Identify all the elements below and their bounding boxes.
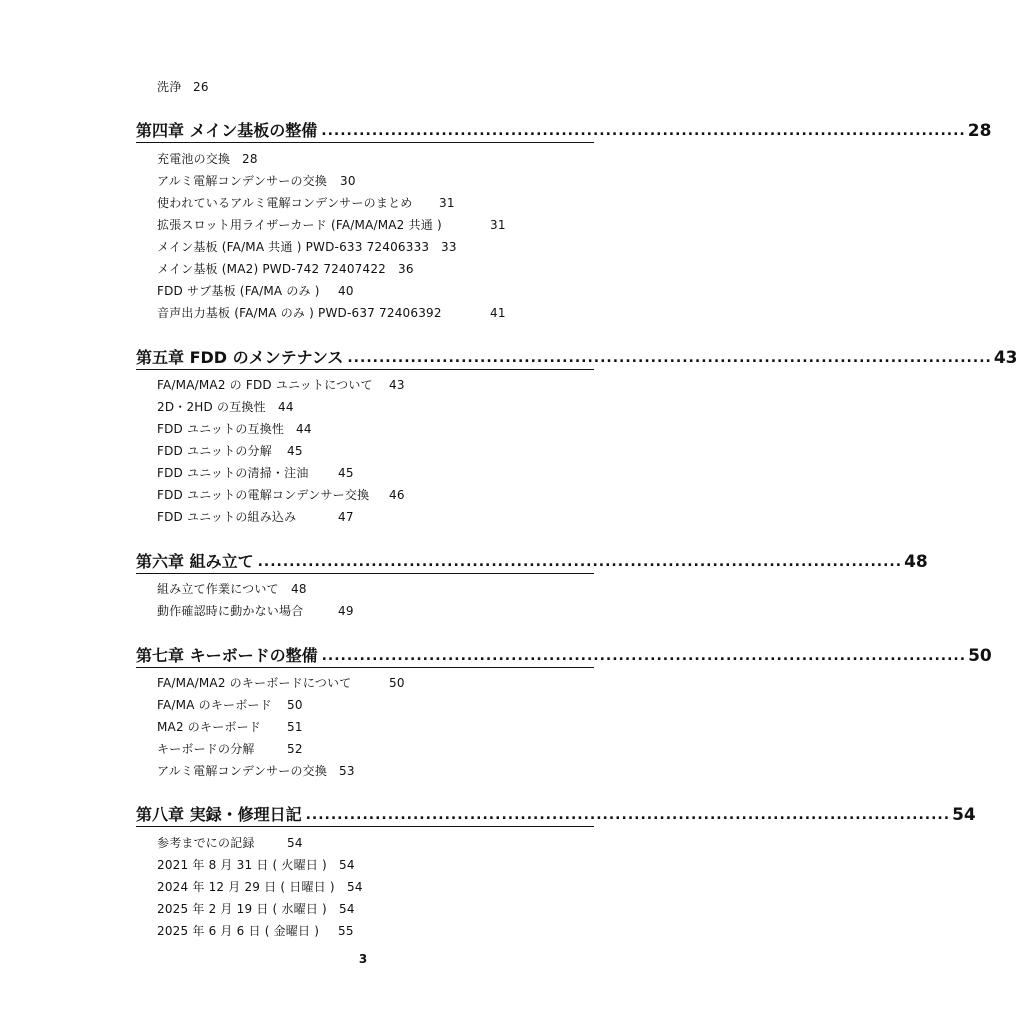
toc-entry-page: 30 — [340, 174, 356, 188]
toc-entry-title: メイン基板 (FA/MA 共通 ) PWD-633 72406333 — [157, 240, 430, 254]
chapter-page: 54 — [952, 805, 976, 825]
toc-entry[interactable] — [157, 238, 457, 256]
toc-entry-title: 音声出力基板 (FA/MA のみ ) PWD-637 72406392 — [157, 306, 442, 320]
page-number: 3 — [358, 952, 368, 966]
toc-entry-title: FDD サブ基板 (FA/MA のみ ) — [157, 284, 320, 298]
toc-entry[interactable] — [157, 762, 355, 780]
toc-entry-page: 36 — [398, 262, 414, 276]
chapter-heading[interactable] — [136, 118, 992, 143]
toc-entry[interactable] — [157, 922, 354, 940]
toc-entry-title: 2D・2HD の互換性 — [157, 400, 266, 414]
toc-entry-page: 49 — [338, 604, 354, 618]
toc-entry[interactable] — [157, 856, 355, 874]
toc-entry[interactable] — [157, 260, 414, 278]
toc-entry[interactable] — [157, 376, 405, 394]
toc-entry[interactable] — [157, 486, 405, 504]
chapter-heading[interactable] — [136, 345, 1018, 370]
toc-entry-page: 51 — [287, 720, 303, 734]
toc-entry[interactable] — [157, 194, 455, 212]
toc-entry[interactable] — [157, 150, 258, 168]
toc-entry[interactable] — [157, 216, 506, 234]
toc-entry-title: メイン基板 (MA2) PWD-742 72407422 — [157, 262, 387, 276]
toc-entry-page: 54 — [287, 836, 303, 850]
toc-entry-page: 46 — [389, 488, 405, 502]
toc-entry-page: 53 — [339, 764, 355, 778]
chapter-page: 28 — [967, 121, 992, 141]
toc-entry-page: 40 — [338, 284, 354, 298]
toc-entry-title: FDD ユニットの分解 — [157, 444, 272, 458]
toc-entry-title: FDD ユニットの互換性 — [157, 422, 285, 436]
chapter-heading[interactable] — [136, 643, 992, 668]
toc-entry-title: FDD ユニットの組み込み — [157, 510, 297, 524]
toc-entry-title: FA/MA/MA2 の FDD ユニットについて — [157, 378, 373, 392]
toc-entry[interactable] — [157, 442, 303, 460]
chapter-title: 第五章 FDD のメンテナンス — [136, 348, 344, 367]
toc-entry-title: アルミ電解コンデンサーの交換 — [157, 174, 328, 188]
toc-entry[interactable] — [157, 420, 312, 438]
toc-entry-title: キーボードの分解 — [157, 742, 255, 756]
chapter-title: 第八章 実録・修理日記 — [136, 805, 302, 824]
toc-entry[interactable] — [157, 172, 356, 190]
toc-entry-page: 44 — [296, 422, 312, 436]
toc-entry-page: 44 — [278, 400, 294, 414]
chapter-page: 50 — [968, 646, 992, 666]
toc-entry-title: 使われているアルミ電解コンデンサーのまとめ — [157, 196, 413, 210]
toc-entry-page: 45 — [287, 444, 303, 458]
leader-dots: ...................................................................................................... — [321, 123, 966, 139]
toc-entry-page: 31 — [439, 196, 455, 210]
toc-entry-page: 45 — [338, 466, 354, 480]
toc-entry-title: アルミ電解コンデンサーの交換 — [157, 764, 328, 778]
toc-entry[interactable] — [157, 580, 307, 598]
chapter-page: 48 — [904, 552, 928, 572]
toc-entry-page: 52 — [287, 742, 303, 756]
toc-entry-page: 26 — [193, 80, 209, 94]
toc-entry-title: 動作確認時に動かない場合 — [157, 604, 304, 618]
chapter-title: 第七章 キーボードの整備 — [136, 646, 318, 665]
chapter-heading[interactable] — [136, 802, 976, 827]
leader-dots: ...................................................................................................... — [347, 350, 992, 366]
leader-dots: ...................................................................................................... — [305, 807, 951, 823]
toc-entry[interactable] — [157, 282, 354, 300]
toc-entry-page: 50 — [287, 698, 303, 712]
toc-entry-page: 43 — [389, 378, 405, 392]
toc-entry-page: 55 — [338, 924, 354, 938]
toc-entry[interactable] — [157, 696, 303, 714]
chapter-page: 43 — [993, 348, 1018, 368]
toc-entry[interactable] — [157, 464, 354, 482]
toc-entry-page: 41 — [490, 306, 506, 320]
toc-entry-title: 2025 年 6 月 6 日 ( 金曜日 ) — [157, 924, 320, 938]
toc-entry[interactable] — [157, 740, 303, 758]
toc-entry-title: 充電池の交換 — [157, 152, 231, 166]
toc-entry-page: 28 — [242, 152, 258, 166]
toc-entry-title: 洗浄 — [157, 80, 182, 94]
toc-entry-title: 組み立て作業について — [157, 582, 279, 596]
chapter-heading[interactable] — [136, 549, 928, 574]
toc-entry-page: 54 — [347, 880, 363, 894]
toc-entry-title: MA2 のキーボード — [157, 720, 262, 734]
toc-entry-title: 拡張スロット用ライザーカード (FA/MA/MA2 共通 ) — [157, 218, 442, 232]
leader-dots: ...................................................................................................... — [321, 648, 967, 664]
toc-entry[interactable] — [157, 900, 355, 918]
toc-entry-title: 2021 年 8 月 31 日 ( 火曜日 ) — [157, 858, 327, 872]
toc-entry-title: FDD ユニットの清掃・注油 — [157, 466, 309, 480]
toc-entry-title: 2024 年 12 月 29 日 ( 日曜日 ) — [157, 880, 335, 894]
toc-entry[interactable] — [157, 304, 506, 322]
toc-entry-page: 47 — [338, 510, 354, 524]
toc-entry[interactable] — [157, 718, 303, 736]
toc-entry-title: 2025 年 2 月 19 日 ( 水曜日 ) — [157, 902, 327, 916]
toc-entry[interactable] — [157, 878, 363, 896]
leader-dots: ...................................................................................................... — [257, 554, 903, 570]
chapter-title: 第四章 メイン基板の整備 — [136, 121, 318, 140]
toc-entry-title: FDD ユニットの電解コンデンサー交換 — [157, 488, 370, 502]
toc-entry-page: 54 — [339, 858, 355, 872]
toc-entry[interactable] — [157, 674, 405, 692]
toc-entry[interactable] — [157, 834, 303, 852]
chapter-title: 第六章 組み立て — [136, 552, 254, 571]
toc-entry-page: 33 — [441, 240, 457, 254]
toc-entry[interactable] — [157, 78, 209, 96]
toc-entry-title: FA/MA のキーボード — [157, 698, 272, 712]
toc-entry-page: 54 — [339, 902, 355, 916]
toc-entry-page: 48 — [291, 582, 307, 596]
toc-entry-title: FA/MA/MA2 のキーボードについて — [157, 676, 352, 690]
toc-entry-page: 50 — [389, 676, 405, 690]
toc-entry[interactable] — [157, 398, 294, 416]
toc-entry-title: 参考までにの記録 — [157, 836, 255, 850]
toc-entry[interactable] — [157, 508, 354, 526]
toc-entry[interactable] — [157, 602, 354, 620]
toc-entry-page: 31 — [490, 218, 506, 232]
